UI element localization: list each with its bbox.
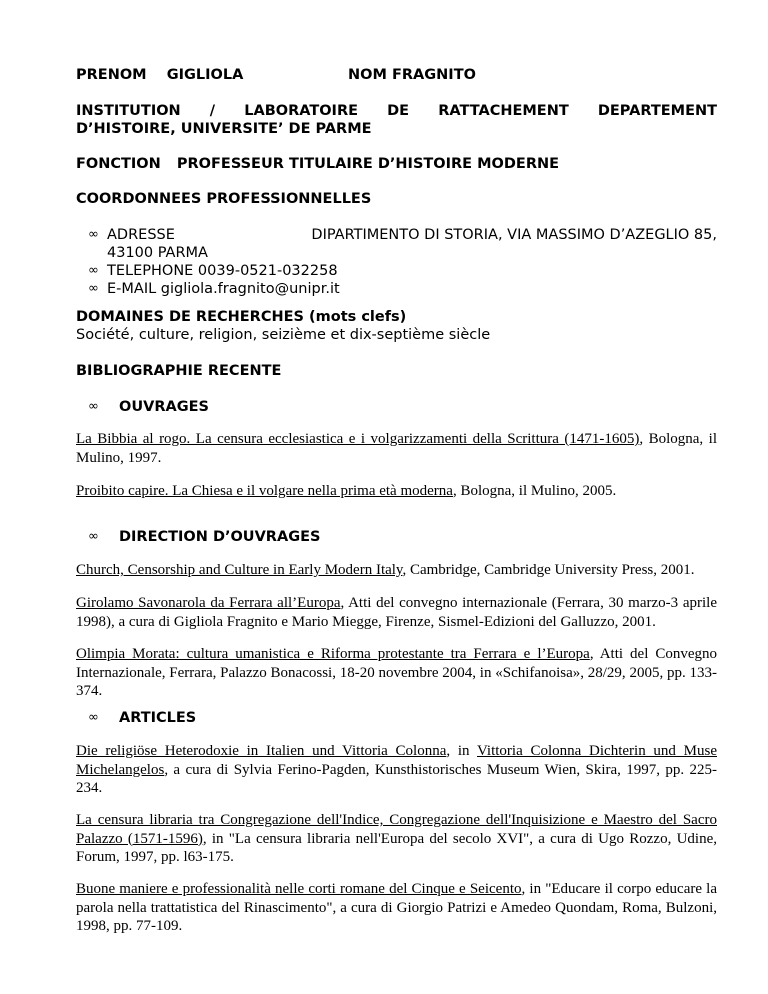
identity-line [76,66,717,84]
fonction-value: PROFESSEUR TITULAIRE D’HISTOIRE MODERNE [176,156,560,172]
article-title: La censura libraria tra Congregazione dell'Indice, Congregazione dell'Inquisizione e Maestro del Sacro Palazzo (1571-1596) [76,812,717,847]
bullet-icon: ∞ [88,263,99,278]
bullet-icon: ∞ [88,710,99,725]
article-title: Buone maniere e professionalità nelle corti romane del Cinque e Seicento [76,881,522,897]
direction-heading: DIRECTION D’OUVRAGES [119,529,321,545]
bibliographie-heading: BIBLIOGRAPHIE RECENTE [76,363,282,379]
domaines-heading: DOMAINES DE RECHERCHES (mots clefs) [76,309,407,325]
direction-entry [76,594,717,631]
adresse-value: DIPARTIMENTO DI STORIA, VIA MASSIMO D’AZEGLIO 85, [311,227,717,243]
fonction-label: FONCTION [76,156,161,172]
bullet-icon: ∞ [88,529,99,544]
direction-title: Church, Censorship and Culture in Early Modern Italy [76,562,403,578]
direction-title: Girolamo Savonarola da Ferrara all’Europa [76,595,341,611]
adresse-item [107,226,717,262]
direction-entry [76,645,717,701]
article-entry [76,742,717,798]
article-details: , in "La censura libraria nell'Europa del secolo XVI", a cura di Ugo Rozzo, Udine, Forum, 1997, pp. l63-175. [76,830,717,865]
direction-entry [76,561,717,580]
article-details: , in "Educare il corpo educare la parola nella trattatistica del Rinascimento", a cura di Giorgio Patrizi e Amedeo Quondam, Roma, Bulzoni, 1998, pp. 77-109. [76,881,717,934]
ouvrage-entry [76,482,717,501]
ouvrage-details: , Bologna, il Mulino, 1997. [76,431,717,466]
coordonnees-heading: COORDONNEES PROFESSIONNELLES [76,191,372,207]
direction-details: , Atti del Convegno Internazionale, Ferrara, Palazzo Bonacossi, 18-20 novembre 2004, in «Schifanoisa», 28/29, 2005, pp. 133-374. [76,646,718,699]
prenom-value: GIGLIOLA [166,67,244,83]
nom-label: NOM [348,67,387,83]
email-item: E-MAIL gigliola.fragnito@unipr.it [107,281,340,297]
article-book-title: Vittoria Colonna Dichterin und Muse Michelangelos [76,743,717,778]
telephone-item: TELEPHONE 0039-0521-032258 [107,263,338,279]
ouvrage-details: , Bologna, il Mulino, 2005. [452,483,617,499]
adresse-label: ADRESSE [107,227,175,243]
ouvrages-heading: OUVRAGES [119,399,209,415]
article-details: , a cura di Sylvia Ferino-Pagden, Kunsthistorisches Museum Wien, Skira, 1997, pp. 225-234. [76,761,717,796]
article-title: Die religiöse Heterodoxie in Italien und Vittoria Colonna [76,743,447,759]
direction-details: , Atti del convegno internazionale (Ferrara, 30 marzo-3 aprile 1998), a cura di Gigliola Fragnito e Mario Miegge, Firenze, Sismel-Edizioni del Galluzzo, 2001. [76,595,717,630]
institution-line-1: INSTITUTION / LABORATOIRE DE RATTACHEMENT DEPARTEMENT [76,103,717,119]
direction-details: , Cambridge, Cambridge University Press, 2001. [402,562,695,578]
bullet-icon: ∞ [88,399,99,414]
ouvrage-title: Proibito capire. La Chiesa e il volgare nella prima età moderna [76,483,453,499]
ouvrage-title: La Bibbia al rogo. La censura ecclesiastica e i volgarizzamenti della Scrittura (1471-1605) [76,431,640,447]
coordonnees-list [76,226,717,297]
domaines-text: Société, culture, religion, seizième et dix-septième siècle [76,327,491,343]
ouvrage-entry [76,430,717,467]
prenom-label: PRENOM [76,67,147,83]
nom-value: FRAGNITO [391,67,476,83]
institution-line-2: D’HISTOIRE, UNIVERSITE’ DE PARME [76,121,372,137]
direction-title: Olimpia Morata: cultura umanistica e Riforma protestante tra Ferrara e l’Europa [76,646,590,662]
bullet-icon: ∞ [88,227,99,242]
article-entry [76,811,717,867]
adresse-line-2: 43100 PARMA [107,245,208,261]
article-in: , in [446,743,477,759]
fonction-line [76,155,717,173]
articles-heading: ARTICLES [119,710,197,726]
bullet-icon: ∞ [88,281,99,296]
article-entry [76,880,717,936]
